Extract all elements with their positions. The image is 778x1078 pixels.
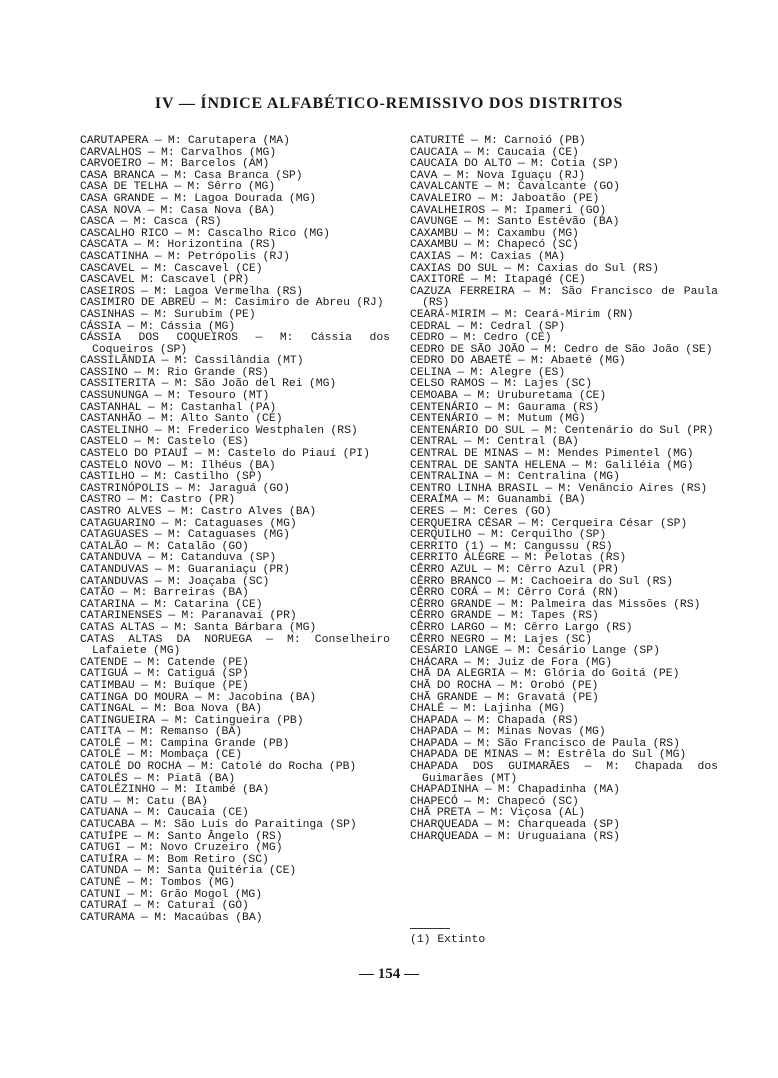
index-entry: CATU — M: Catu (BA) xyxy=(80,795,208,808)
index-entry: CASTELO — M: Castelo (ES) xyxy=(80,436,249,449)
footnote: (1) Extinto xyxy=(410,934,486,946)
index-entry: CATITA — M: Remanso (BA) xyxy=(80,726,243,739)
index-entry: CÊRRO AZUL — M: Cêrro Azul (PR) xyxy=(410,563,619,576)
index-entry: CATANDUVAS — M: Joaçaba (SC) xyxy=(80,575,270,588)
index-entry: CHAPADA — M: São Francisco de Paula (RS) xyxy=(410,737,680,750)
index-entry: CHARQUEADA — M: Uruguaiana (RS) xyxy=(410,830,620,843)
index-entry: CASTRINÓPOLIS — M: Jaraguá (GO) xyxy=(80,482,290,495)
index-entry: CERQUILHO — M: Cerquilho (SP) xyxy=(410,529,607,542)
index-entry: CATÃO — M: Barreiras (BA) xyxy=(80,587,249,600)
index-entry: CÊRRO LARGO — M: Cêrro Largo (RS) xyxy=(410,621,633,634)
index-entry: CEDRAL — M: Cedral (SP) xyxy=(410,320,566,333)
index-entry: CENTRAL DE MINAS — M: Mendes Pimentel (MG) xyxy=(410,448,694,461)
index-entry: CAUCAIA — M: Caucaia (CE) xyxy=(410,146,579,159)
index-entry: CEARÁ-MIRIM — M: Ceará-Mirim (RN) xyxy=(410,308,634,321)
index-entry: CATOLÉ — M: Mombaça (CE) xyxy=(80,749,243,762)
index-entry: CHÁCARA — M: Juiz de Fora (MG) xyxy=(410,656,613,669)
index-entry: CAUCAIA DO ALTO — M: Cotia (SP) xyxy=(410,158,619,171)
index-entry: CASTILHO — M: Castilho (SP) xyxy=(80,471,263,484)
index-entry: CASA NOVA — M: Casa Nova (BA) xyxy=(80,204,276,217)
index-entry: CHAPADINHA — M: Chapadinha (MA) xyxy=(410,784,620,797)
index-entry: CÊRRO BRANCO — M: Cachoeira do Sul (RS) xyxy=(410,575,674,588)
index-entry: CAVA — M: Nova Iguaçu (RJ) xyxy=(410,169,586,182)
index-entry: CEMOABA — M: Uruburetama (CE) xyxy=(410,390,607,403)
index-entry: CATALÃO — M: Catalão (GO) xyxy=(80,540,249,553)
index-entry: CÁSSIA DOS COQUEIROS — M: Cássia dos Coqueiros (SP) xyxy=(80,332,390,356)
index-entry: CERQUEIRA CÉSAR — M: Cerqueira César (SP) xyxy=(410,517,688,530)
index-entry: CATIMBAU — M: Buíque (PE) xyxy=(80,679,249,692)
index-entry: CHÃ DO ROCHA — M: Orobó (PE) xyxy=(410,679,599,692)
index-entry: CENTENÁRIO — M: Mutum (MG) xyxy=(410,413,586,426)
index-entry: CASA DE TELHA — M: Sêrro (MG) xyxy=(80,181,276,194)
index-entry: CHÃ DA ALEGRIA — M: Glória do Goitá (PE) xyxy=(410,668,680,681)
index-entry: CAVUNGE — M: Santo Estêvão (BA) xyxy=(410,216,620,229)
index-entry: CARUTAPERA — M: Carutapera (MA) xyxy=(80,135,290,147)
index-entry: CATAGUASES — M: Cataguases (MG) xyxy=(80,529,290,542)
index-entry: CASCAVEL M: Cascavel (PR) xyxy=(80,274,250,287)
index-entry: CATUNI — M: Grão Mogol (MG) xyxy=(80,888,263,901)
index-entry: CASTANHÃO — M: Alto Santo (CE) xyxy=(80,413,283,426)
index-entry: CASCAVEL — M: Cascavel (CE) xyxy=(80,262,263,275)
index-entry: CASTRO ALVES — M: Castro Alves (BA) xyxy=(80,506,317,518)
index-entry: CASCA — M: Casca (RS) xyxy=(80,216,222,229)
index-entry: CHAPADA DE MINAS — M: Estrêla do Sul (MG) xyxy=(410,749,687,762)
index-entry: CASCATINHA — M: Petrópolis (RJ) xyxy=(80,250,290,263)
index-entry: CATINGA DO MOURA — M: Jacobina (BA) xyxy=(80,691,317,704)
index-entry: CATUGI — M: Novo Cruzeiro (MG) xyxy=(80,842,283,855)
index-entry: CATAS ALTAS DA NORUEGA — M: Conselheiro Lafaiete (MG) xyxy=(80,633,390,658)
index-entry: CASCALHO RICO — M: Cascalho Rico (MG) xyxy=(80,227,330,240)
index-entry: CASEIROS — M: Lagoa Vermelha (RS) xyxy=(80,285,304,298)
index-entry: CASTANHAL — M: Castanhal (PA) xyxy=(80,401,277,414)
index-entry: CATURITÉ — M: Carnoió (PB) xyxy=(410,135,586,147)
index-entry: CASA GRANDE — M: Lagoa Dourada (MG) xyxy=(80,192,317,205)
index-entry: CHAPADA DOS GUIMARÃES — M: Chapada dos Guimarães (MT) xyxy=(410,761,718,785)
index-entry: CATARINENSES — M: Paranavaí (PR) xyxy=(80,610,297,623)
index-entry: CAXIAS DO SUL — M: Caxias do Sul (RS) xyxy=(410,262,659,275)
index-entry: CENTENÁRIO DO SUL — M: Centenário do Sul (PR) xyxy=(410,424,714,437)
index-entry: CASTELO DO PIAUÍ — M: Castelo do Piauí (PI) xyxy=(80,448,370,461)
index-entry: CATARINA — M: Catarina (CE) xyxy=(80,598,263,611)
index-entry: CAXIAS — M: Caxias (MA) xyxy=(410,250,566,263)
index-entry: CASSITERITA — M: São João del Rei (MG) xyxy=(80,378,337,391)
index-entry: CELINA — M: Alegre (ES) xyxy=(410,366,566,379)
index-entry: CELSO RAMOS — M: Lajes (SC) xyxy=(410,378,593,391)
index-entry: CATINGAL — M: Boa Nova (BA) xyxy=(80,703,263,716)
index-entry: CATOLÉ DO ROCHA — M: Catolé do Rocha (PB) xyxy=(80,761,357,774)
index-entry: CASSUNUNGA — M: Tesouro (MT) xyxy=(80,390,270,403)
index-entry: CENTRAL DE SANTA HELENA — M: Galiléia (MG) xyxy=(410,459,694,472)
index-entry: CATURAÍ — M: Caturaí (GO) xyxy=(80,900,249,913)
index-entry: CERRITO (1) — M: Cangussu (RS) xyxy=(410,540,613,553)
index-entry: CÊRRO CORÁ — M: Cêrro Corá (RN) xyxy=(410,587,619,600)
index-entry: CENTENÁRIO — M: Gaurama (RS) xyxy=(410,401,600,414)
index-entry: CAXITORÉ — M: Itapagé (CE) xyxy=(410,274,586,287)
index-entry: CATURAMA — M: Macaúbas (BA) xyxy=(80,911,263,924)
index-entry: CENTRALINA — M: Centralina (MG) xyxy=(410,471,620,484)
page-number: — 154 — xyxy=(359,966,419,982)
index-entry: CÁSSIA — M: Cássia (MG) xyxy=(80,320,236,333)
index-entry: CHAPADA — M: Chapada (RS) xyxy=(410,714,579,727)
index-entry: CARVOEIRO — M: Barcelos (AM) xyxy=(80,158,270,171)
index-entry: CASA BRANCA — M: Casa Branca (SP) xyxy=(80,169,303,182)
index-entry: CENTRO LINHA BRASIL — M: Venâncio Aires (RS) xyxy=(410,482,708,495)
index-entry: CENTRAL — M: Central (BA) xyxy=(410,436,579,449)
index-entry: CATUÍRA — M: Bom Retiro (SC) xyxy=(80,853,269,866)
index-entry: CASSILÂNDIA — M: Cassilândia (MT) xyxy=(80,355,304,368)
index-entry: CAXAMBU — M: Caxambu (MG) xyxy=(410,227,579,240)
index-entry: CHARQUEADA — M: Charqueada (SP) xyxy=(410,819,620,832)
index-entry: CASIMIRO DE ABREU — M: Casimiro de Abreu (RJ) xyxy=(80,297,384,310)
index-entry: CATAS ALTAS — M: Santa Bárbara (MG) xyxy=(80,621,317,634)
index-entry: CATIGUÁ — M: Catiguá (SP) xyxy=(80,668,249,681)
index-entry: CATAGUARINO — M: Cataguases (MG) xyxy=(80,517,297,530)
index-entry: CHAPECÓ — M: Chapecó (SC) xyxy=(410,795,579,808)
index-entry: CEDRO DO ABAETÉ — M: Abaeté (MG) xyxy=(410,355,626,368)
index-entry: CASTELINHO — M: Frederico Westphalen (RS) xyxy=(80,424,358,437)
index-entry: CASSINO — M: Rio Grande (RS) xyxy=(80,366,269,379)
index-entry: CERAÍMA — M: Guanambi (BA) xyxy=(410,494,586,507)
index-entry: CASTRO — M: Castro (PR) xyxy=(80,494,236,507)
index-column-right xyxy=(410,136,718,843)
index-entry: CAXAMBU — M: Chapecó (SC) xyxy=(410,239,579,252)
index-entry: CATUÍPE — M: Santo Ângelo (RS) xyxy=(80,830,283,843)
index-entry: CHAPADA — M: Minas Novas (MG) xyxy=(410,726,606,739)
index-entry: CAVALCANTE — M: Cavalcante (GO) xyxy=(410,181,620,194)
index-entry: CATANDUVAS — M: Guaraniaçu (PR) xyxy=(80,563,290,576)
index-entry: CHALÉ — M: Lajinha (MG) xyxy=(410,703,566,716)
index-entry: CATINGUEIRA — M: Catingueira (PB) xyxy=(80,714,304,727)
index-entry: CASCATA — M: Horizontina (RS) xyxy=(80,239,277,252)
index-entry: CHÃ PRETA — M: Viçosa (AL) xyxy=(410,807,586,820)
index-entry: CÊRRO GRANDE — M: Tapes (RS) xyxy=(410,610,599,623)
index-entry: CÊRRO NEGRO — M: Lajes (SC) xyxy=(410,633,593,646)
index-entry: CASINHAS — M: Surubim (PE) xyxy=(80,308,256,321)
index-entry: CERES — M: Ceres (GO) xyxy=(410,506,552,518)
index-entry: CÊRRO GRANDE — M: Palmeira das Missões (RS) xyxy=(410,598,701,611)
index-entry: CAZUZA FERREIRA — M: São Francisco de Paula (RS) xyxy=(410,285,718,310)
index-entry: CASTELO NOVO — M: Ilhéus (BA) xyxy=(80,459,276,472)
index-entry: CAVALHEIROS — M: Ipameri (GO) xyxy=(410,204,607,217)
index-entry: CATUNDA — M: Santa Quitéria (CE) xyxy=(80,865,297,878)
footnote-divider xyxy=(410,928,450,929)
index-column-left xyxy=(80,136,390,924)
page-title: IV — ÍNDICE ALFABÉTICO-REMISSIVO DOS DISTRITOS xyxy=(154,95,624,112)
index-entry: CESÁRIO LANGE — M: Cesário Lange (SP) xyxy=(410,645,660,658)
index-entry: CEDRO — M: Cedro (CE) xyxy=(410,332,552,345)
index-entry: CATOLÉZINHO — M: Itambé (BA) xyxy=(80,784,270,797)
index-entry: CATENDE — M: Catende (PE) xyxy=(80,656,249,669)
index-entry: CERRITO ALEGRE — M: Pelotas (RS) xyxy=(410,552,627,565)
index-entry: CEDRO DE SÃO JOÃO — M: Cedro de São João (SE) xyxy=(410,343,713,356)
index-entry: CATUNÉ — M: Tombos (MG) xyxy=(80,877,236,889)
index-entry: CHÃ GRANDE — M: Gravatá (PE) xyxy=(410,691,599,704)
index-entry: CATOLÉS — M: Piatã (BA) xyxy=(80,772,236,785)
index-entry: CATUCABA — M: São Luís do Paraitinga (SP) xyxy=(80,819,357,832)
index-entry: CARVALHOS — M: Carvalhos (MG) xyxy=(80,146,277,159)
index-entry: CATANDUVA — M: Catanduva (SP) xyxy=(80,552,277,565)
index-entry: CAVALEIRO — M: Jaboatão (PE) xyxy=(410,192,600,205)
index-entry: CATOLÉ — M: Campina Grande (PB) xyxy=(80,737,290,750)
index-entry: CATUANA — M: Caucaia (CE) xyxy=(80,807,249,820)
